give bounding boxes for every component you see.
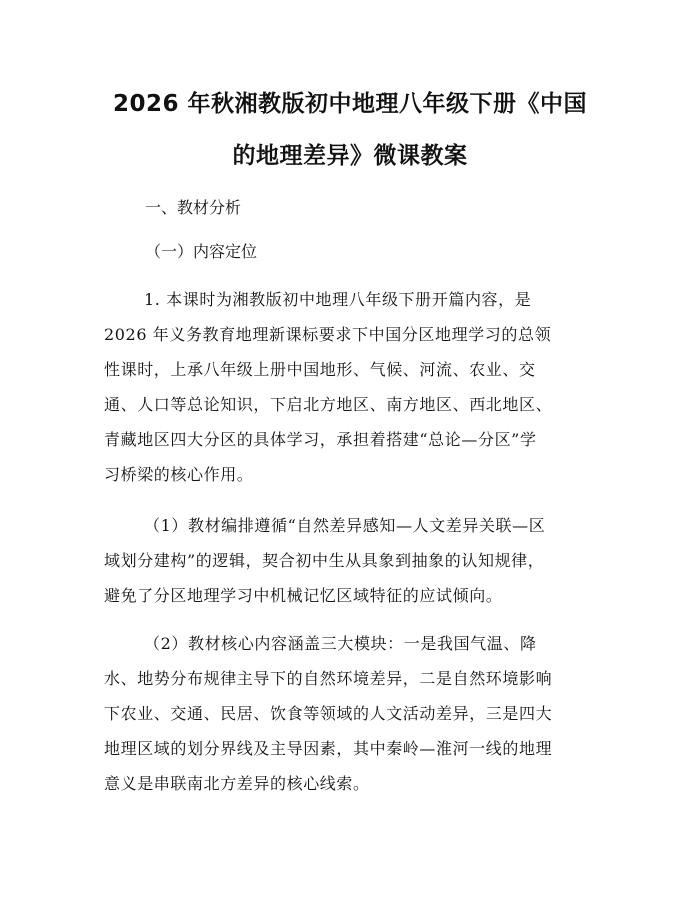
paragraph-1-line: 习桥梁的核心作用。 (104, 465, 254, 484)
title-line-2: 的地理差异》微课教案 (232, 143, 468, 169)
section-heading-1: 一、教材分析 (145, 198, 242, 217)
paragraph-2-line: 避免了分区地理学习中机械记忆区域特征的应试倾向。 (104, 586, 503, 605)
paragraph-3-line: 意义是串联南北方差异的核心线索。 (104, 774, 370, 793)
paragraph-1-line: 通、人口等总论知识，下启北方地区、南方地区、西北地区、 (104, 395, 553, 414)
paragraph-1 (104, 282, 604, 492)
subsection-heading-1: （一）内容定位 (145, 242, 258, 261)
paragraph-3-line: 水、地势分布规律主导下的自然环境差异，二是自然环境影响 (104, 669, 553, 688)
paragraph-2-line: 域划分建构”的逻辑，契合初中生从具象到抽象的认知规律， (104, 551, 545, 570)
title-line-1: 2026 年秋湘教版初中地理八年级下册《中国 (112, 91, 588, 117)
paragraph-1-line: 2026 年义务教育地理新课标要求下中国分区地理学习的总领 (104, 325, 552, 344)
paragraph-3 (104, 626, 604, 801)
paragraph-3-line: 地理区域的划分界线及主导因素，其中秦岭—淮河一线的地理 (104, 739, 553, 758)
document-title (90, 78, 610, 182)
paragraph-2-line: （1）教材编排遵循“自然差异感知—人文差异关联—区 (144, 516, 546, 535)
paragraph-2 (104, 508, 604, 613)
paragraph-3-line: （2）教材核心内容涵盖三大模块：一是我国气温、降 (144, 634, 537, 653)
paragraph-1-line: 性课时，上承八年级上册中国地形、气候、河流、农业、交 (104, 360, 536, 379)
paragraph-3-line: 下农业、交通、民居、饮食等领域的人文活动差异，三是四大 (104, 704, 553, 723)
paragraph-1-line: 1. 本课时为湘教版初中地理八年级下册开篇内容，是 (144, 290, 532, 309)
paragraph-1-line: 青藏地区四大分区的具体学习，承担着搭建“总论—分区”学 (104, 430, 537, 449)
